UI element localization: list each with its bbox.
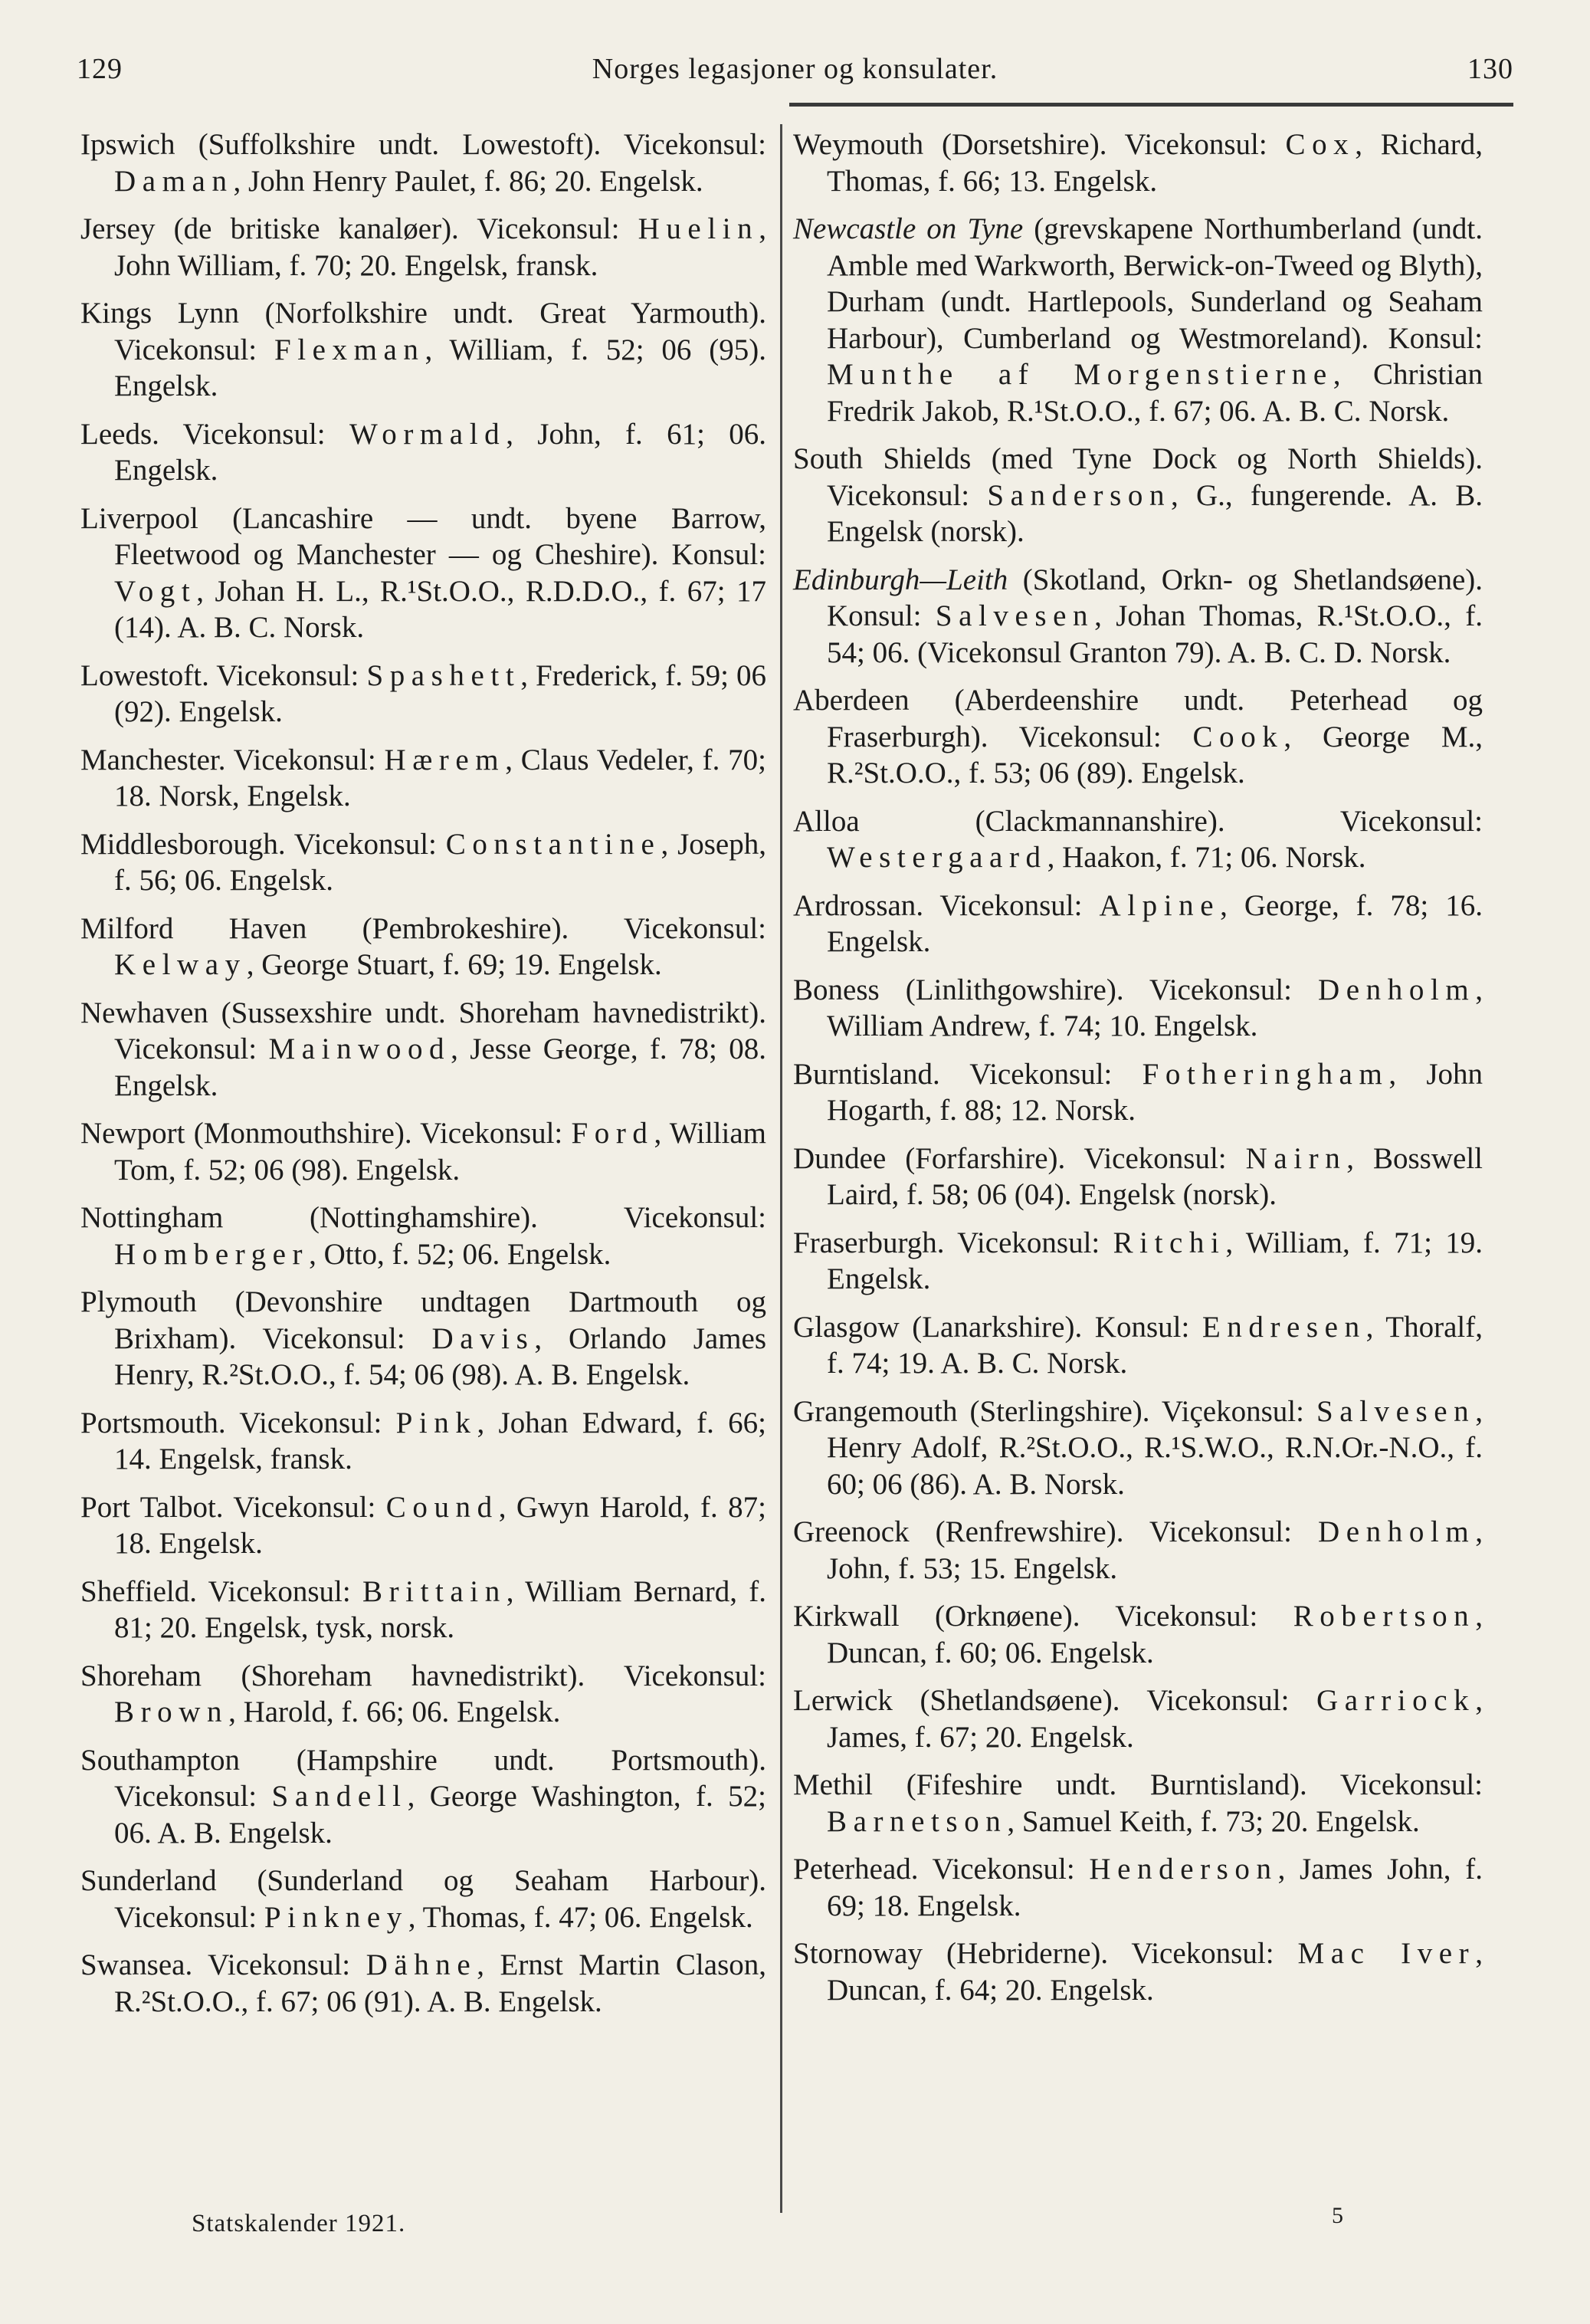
entry-details: , Henry Adolf, R.²St.O.O., R.¹S.W.O., R.N.Or.-N.O., f. 60; 06 (86). A. B. Norsk. bbox=[827, 1394, 1483, 1501]
consul-name: Sandell bbox=[271, 1780, 408, 1813]
header-rule bbox=[789, 103, 1513, 107]
consul-name: Brittain bbox=[362, 1574, 507, 1608]
entry-text: . Vicekonsul: bbox=[218, 743, 385, 776]
consulate-entry bbox=[793, 126, 1483, 199]
consul-name: Huelin bbox=[638, 212, 759, 245]
consul-name: Kelway bbox=[114, 948, 247, 981]
consul-name: Constantine bbox=[445, 827, 661, 861]
entry-details: , Jesse George, f. 78; 08. Engelsk. bbox=[114, 1032, 766, 1102]
entry-text: (Forfarshire). Vicekonsul: bbox=[886, 1141, 1246, 1175]
consulate-entry bbox=[793, 1682, 1483, 1755]
entry-place: Middlesborough bbox=[80, 827, 278, 861]
consulate-entry bbox=[793, 1309, 1483, 1382]
entry-place: Sunderland bbox=[80, 1864, 217, 1897]
consul-name: Sanderson bbox=[987, 478, 1172, 512]
entry-place: Lerwick bbox=[793, 1684, 893, 1717]
consul-name: Dähne bbox=[366, 1948, 477, 1981]
entry-text: . Vicekonsul: bbox=[936, 1226, 1113, 1259]
entry-details: , George Stuart, f. 69; 19. Engelsk. bbox=[246, 948, 662, 981]
consulate-entry bbox=[80, 1200, 766, 1272]
entry-place: Milford Haven bbox=[80, 911, 307, 945]
consulate-entry bbox=[793, 1514, 1483, 1587]
consulate-entry bbox=[80, 742, 766, 815]
entry-details: , William, f. 71; 19. Engelsk. bbox=[827, 1226, 1483, 1295]
entry-text: . Vicekonsul: bbox=[933, 1057, 1143, 1091]
entry-text: (Hebriderne). Vicekonsul: bbox=[923, 1937, 1298, 1970]
entry-place: Plymouth bbox=[80, 1285, 197, 1318]
entry-details: , Gwyn Harold, f. 87; 18. Engelsk. bbox=[114, 1490, 767, 1560]
consul-name: Homberger bbox=[114, 1237, 310, 1271]
entry-place: South Shields bbox=[793, 442, 972, 475]
entry-text: (Sterlingshire). Viçekonsul: bbox=[957, 1394, 1316, 1428]
consulate-entry bbox=[80, 1658, 766, 1731]
consul-name: Spashett bbox=[366, 658, 521, 692]
entry-text: (Linlithgowshire). Vicekonsul: bbox=[879, 973, 1319, 1006]
consul-name: Ritchi bbox=[1113, 1226, 1226, 1259]
consul-name: Davis bbox=[431, 1321, 535, 1355]
consulate-entry bbox=[793, 211, 1483, 429]
entry-place: Aberdeen bbox=[793, 684, 910, 717]
entry-text: (Shoreham havnedistrikt). Vicekonsul: bbox=[202, 1659, 766, 1692]
consul-name: Robertson bbox=[1293, 1600, 1476, 1633]
entry-details: , Claus Vedeler, f. 70; 18. Norsk, Engelsk. bbox=[114, 743, 766, 812]
entry-place: Glasgow bbox=[793, 1310, 900, 1344]
entry-details: , Thoralf, f. 74; 19. A. B. C. Norsk. bbox=[827, 1310, 1483, 1380]
entry-text: (de britiske kanaløer). Vicekonsul: bbox=[155, 212, 638, 245]
entry-details: , James, f. 67; 20. Engelsk. bbox=[827, 1684, 1483, 1754]
entry-text: . Vicekonsul: bbox=[910, 1853, 1090, 1886]
entry-text: (Hampshire undt. Portsmouth). Vicekonsul: bbox=[114, 1743, 766, 1813]
consulate-entry bbox=[80, 1284, 766, 1393]
entry-place: Burntisland bbox=[793, 1057, 933, 1091]
column-divider bbox=[780, 124, 782, 2213]
consulate-entry bbox=[793, 803, 1483, 876]
consulate-entry bbox=[80, 1115, 766, 1188]
consul-name: Ford bbox=[571, 1117, 654, 1150]
entry-text: . Vicekonsul: bbox=[189, 1574, 362, 1608]
entry-place: Dundee bbox=[793, 1141, 887, 1175]
entry-place: Port Talbot bbox=[80, 1490, 216, 1524]
entry-text: . Vicekonsul: bbox=[185, 1948, 366, 1981]
entry-place: Liverpool bbox=[80, 501, 198, 535]
entry-details: , George, f. 78; 16. Engelsk. bbox=[827, 888, 1483, 958]
consulate-entry bbox=[80, 1574, 766, 1646]
entry-details: , Christian Fredrik Jakob, R.¹St.O.O., f. 67; 06. A. B. C. Norsk. bbox=[827, 358, 1483, 428]
consul-name: Pinkney bbox=[264, 1900, 408, 1934]
consulate-entry bbox=[80, 658, 766, 730]
page-header bbox=[77, 48, 1513, 94]
entry-details: , Orlando James Henry, R.²St.O.O., f. 54; 06 (98). A. B. Engelsk. bbox=[114, 1321, 767, 1391]
consul-name: Endresen bbox=[1202, 1310, 1366, 1344]
consul-name: Nairn bbox=[1245, 1141, 1347, 1175]
entry-place: Nottingham bbox=[80, 1201, 224, 1234]
consul-name: Fotheringham bbox=[1142, 1057, 1389, 1091]
entry-text: (grevskapene Northumberland (undt. Amble med Warkworth, Berwick-on-Tweed og Blyth), Durham (undt. Hartlepools, Sunderland og Seaham Harbour), Cumberland og Westmoreland). Konsul: bbox=[827, 212, 1483, 355]
consul-name: Denholm bbox=[1318, 973, 1476, 1006]
consul-name: Salvesen bbox=[1316, 1394, 1476, 1428]
entry-text: (Fifeshire undt. Burntisland). Vicekonsul: bbox=[873, 1768, 1483, 1801]
entry-place: Newport bbox=[80, 1117, 185, 1150]
consulate-entry bbox=[80, 1742, 766, 1852]
consulate-entry bbox=[80, 995, 766, 1105]
page-number-left: 129 bbox=[77, 53, 123, 85]
entry-details: , William Andrew, f. 74; 10. Engelsk. bbox=[827, 973, 1483, 1042]
consulate-entry bbox=[793, 562, 1483, 671]
entry-text: . Vicekonsul: bbox=[277, 827, 446, 861]
entry-details: , Richard, Thomas, f. 66; 13. Engelsk. bbox=[827, 128, 1483, 198]
entry-details: , Samuel Keith, f. 73; 20. Engelsk. bbox=[1007, 1804, 1420, 1838]
entry-text: (Lancashire — undt. byene Barrow, Fleetwood og Manchester — og Cheshire). Konsul: bbox=[114, 501, 766, 571]
consul-name: Pink bbox=[395, 1406, 477, 1439]
consulate-entry bbox=[793, 972, 1483, 1045]
entry-place: Newhaven bbox=[80, 996, 208, 1029]
consulate-entry bbox=[80, 826, 766, 899]
entry-text: . Vicekonsul: bbox=[218, 1406, 396, 1439]
entry-place: Shoreham bbox=[80, 1659, 202, 1692]
consulate-entry bbox=[80, 1947, 766, 2020]
entry-place: Ipswich bbox=[80, 128, 175, 161]
entry-details: , John Hogarth, f. 88; 12. Norsk. bbox=[827, 1057, 1483, 1127]
entry-details: , Bosswell Laird, f. 58; 06 (04). Engelsk (norsk). bbox=[827, 1141, 1483, 1211]
entry-details: , Otto, f. 52; 06. Engelsk. bbox=[309, 1237, 611, 1271]
consul-name: Flexman bbox=[274, 333, 425, 366]
consul-name: Mainwood bbox=[268, 1032, 451, 1065]
consulate-entry bbox=[80, 911, 766, 983]
consulate-entry bbox=[793, 1935, 1483, 2008]
entry-text: (Aberdeenshire undt. Peterhead og Fraserburgh). Vicekonsul: bbox=[827, 684, 1483, 753]
consul-name: Cound bbox=[385, 1490, 499, 1524]
entry-place: Weymouth bbox=[793, 128, 924, 161]
entry-details: , Frederick, f. 59; 06 (92). Engelsk. bbox=[114, 658, 766, 728]
entry-text: (Monmouthshire). Vicekonsul: bbox=[185, 1117, 572, 1150]
entry-place: Boness bbox=[793, 973, 880, 1006]
entry-details: , Johan Thomas, R.¹St.O.O., f. 54; 06. (Vicekonsul Granton 79). A. B. C. D. Norsk. bbox=[827, 599, 1483, 669]
entry-place: Southampton bbox=[80, 1743, 241, 1777]
entry-place: Sheffield bbox=[80, 1574, 190, 1608]
entry-text: . Vicekonsul: bbox=[916, 888, 1100, 922]
entry-place: Kirkwall bbox=[793, 1600, 900, 1633]
footer-source: Statskalender 1921. bbox=[192, 2210, 406, 2237]
entry-details: , Thomas, f. 47; 06. Engelsk. bbox=[408, 1900, 753, 1934]
entry-text: (Norfolkshire undt. Great Yarmouth). Vicekonsul: bbox=[114, 297, 766, 366]
consulate-entry bbox=[793, 1851, 1483, 1924]
entry-details: , John William, f. 70; 20. Engelsk, fransk. bbox=[114, 212, 766, 282]
entry-text: (Lanarkshire). Konsul: bbox=[899, 1310, 1202, 1344]
footer-signature-mark: 5 bbox=[1332, 2203, 1343, 2228]
entry-text: . Vicekonsul: bbox=[215, 1490, 386, 1524]
entry-details: , John, f. 61; 06. Engelsk. bbox=[114, 417, 767, 487]
page-number-right: 130 bbox=[1467, 53, 1513, 85]
consul-name: Denholm bbox=[1318, 1515, 1476, 1548]
consulate-entry bbox=[80, 416, 766, 489]
consulate-entry bbox=[793, 1767, 1483, 1840]
right-column bbox=[793, 126, 1483, 2020]
consul-name: Barnetson bbox=[827, 1804, 1008, 1838]
entry-place: Newcastle on Tyne bbox=[793, 212, 1024, 245]
consulate-entry bbox=[793, 1225, 1483, 1298]
consulate-entry bbox=[793, 1056, 1483, 1129]
entry-place: Swansea bbox=[80, 1948, 185, 1981]
entry-place: Leeds bbox=[80, 417, 152, 451]
running-title: Norges legasjoner og konsulater. bbox=[592, 53, 998, 85]
consul-name: Daman bbox=[114, 164, 234, 198]
entry-text: (Devonshire undtagen Dartmouth og Brixham). Vicekonsul: bbox=[114, 1285, 766, 1355]
entry-details: , William, f. 52; 06 (95). Engelsk. bbox=[114, 333, 766, 402]
entry-text: (Orknøene). Vicekonsul: bbox=[899, 1600, 1293, 1633]
consulate-entry bbox=[793, 1141, 1483, 1213]
consulate-entry bbox=[80, 211, 766, 284]
entry-text: (Shetlandsøene). Vicekonsul: bbox=[892, 1684, 1316, 1717]
entry-text: (Sussexshire undt. Shoreham havnedistrikt). Vicekonsul: bbox=[114, 996, 766, 1065]
entry-text: (Skotland, Orkn- og Shetlandsøene). Konsul: bbox=[827, 563, 1483, 632]
entry-details: , Duncan, f. 64; 20. Engelsk. bbox=[827, 1937, 1483, 2007]
entry-place: Greenock bbox=[793, 1515, 910, 1548]
entry-details: , Harold, f. 66; 06. Engelsk. bbox=[228, 1695, 561, 1728]
consul-name: Cook bbox=[1192, 720, 1284, 753]
entry-details: , James John, f. 69; 18. Engelsk. bbox=[827, 1853, 1483, 1922]
entry-place: Methil bbox=[793, 1768, 873, 1801]
consul-name: Wormald bbox=[349, 417, 507, 451]
entry-details: , William Tom, f. 52; 06 (98). Engelsk. bbox=[114, 1117, 766, 1187]
consul-name: Salvesen bbox=[935, 599, 1095, 632]
entry-place: Fraserburgh bbox=[793, 1226, 937, 1259]
entry-text: (Pembrokeshire). Vicekonsul: bbox=[307, 911, 766, 945]
consulate-entry bbox=[793, 441, 1483, 550]
entry-text: . Vicekonsul: bbox=[202, 658, 367, 692]
entry-text: (Sunderland og Seaham Harbour). Vicekonsul: bbox=[114, 1864, 766, 1934]
entry-text: (Suffolkshire undt. Lowestoft). Vicekonsul: bbox=[175, 128, 766, 161]
entry-place: Alloa bbox=[793, 804, 860, 838]
consul-name: Alpine bbox=[1099, 888, 1221, 922]
entry-details: , G., fungerende. A. B. Engelsk (norsk). bbox=[827, 478, 1483, 548]
entry-place: Portsmouth bbox=[80, 1406, 218, 1439]
entry-details: , William Bernard, f. 81; 20. Engelsk, tysk, norsk. bbox=[114, 1574, 766, 1644]
entry-details: , George M., R.²St.O.O., f. 53; 06 (89). Engelsk. bbox=[827, 720, 1483, 789]
entry-details: , Ernst Martin Clason, R.²St.O.O., f. 67; 06 (91). A. B. Engelsk. bbox=[114, 1948, 767, 2018]
consulate-entry bbox=[80, 1863, 766, 1935]
consul-name: Westergaard bbox=[827, 841, 1047, 874]
consul-name: Mac Iver bbox=[1297, 1937, 1476, 1970]
entry-place: Ardrossan bbox=[793, 888, 916, 922]
entry-place: Jersey bbox=[80, 212, 156, 245]
entry-details: , John, f. 53; 15. Engelsk. bbox=[827, 1515, 1483, 1585]
entry-text: (Dorsetshire). Vicekonsul: bbox=[923, 128, 1286, 161]
entry-details: , John Henry Paulet, f. 86; 20. Engelsk. bbox=[233, 164, 703, 198]
entry-text: (med Tyne Dock og North Shields). Vicekonsul: bbox=[827, 442, 1483, 512]
consulate-entry bbox=[80, 1405, 766, 1478]
entry-place: Lowestoft bbox=[80, 658, 202, 692]
entry-details: , Duncan, f. 60; 06. Engelsk. bbox=[827, 1600, 1483, 1669]
entry-text: . Vicekonsul: bbox=[152, 417, 349, 451]
consul-name: Cox bbox=[1285, 128, 1356, 161]
entry-text: (Nottinghamshire). Vicekonsul: bbox=[223, 1201, 766, 1234]
consul-name: Hærem bbox=[384, 743, 506, 776]
entry-place: Peterhead bbox=[793, 1853, 911, 1886]
entry-text: (Renfrewshire). Vicekonsul: bbox=[909, 1515, 1319, 1548]
entry-details: , Johan H. L., R.¹St.O.O., R.D.D.O., f. 67; 17 (14). A. B. C. Norsk. bbox=[114, 574, 766, 644]
consulate-entry bbox=[80, 295, 766, 405]
entry-place: Stornoway bbox=[793, 1937, 923, 1970]
entry-place: Kings Lynn bbox=[80, 297, 239, 330]
entry-details: , Johan Edward, f. 66; 14. Engelsk, fransk. bbox=[114, 1406, 766, 1475]
consulate-entry bbox=[793, 1598, 1483, 1671]
entry-text: (Clackmannanshire). Vicekonsul: bbox=[859, 804, 1483, 838]
entry-details: , George Washington, f. 52; 06. A. B. Engelsk. bbox=[114, 1780, 766, 1850]
entry-place: Manchester bbox=[80, 743, 218, 776]
consulate-entry bbox=[793, 888, 1483, 960]
consulate-entry bbox=[80, 1489, 766, 1562]
entry-place: Edinburgh—Leith bbox=[793, 563, 1008, 596]
entry-details: , Haakon, f. 71; 06. Norsk. bbox=[1047, 841, 1366, 874]
entry-details: , Joseph, f. 56; 06. Engelsk. bbox=[114, 827, 766, 897]
consul-name: Garriock bbox=[1316, 1684, 1476, 1717]
consulate-entry bbox=[80, 501, 766, 646]
consul-name: Henderson bbox=[1089, 1853, 1278, 1886]
consulate-entry bbox=[80, 126, 766, 199]
consul-name: Munthe af Morgenstierne bbox=[827, 358, 1333, 391]
consul-name: Vogt bbox=[114, 574, 197, 608]
consulate-entry bbox=[793, 1393, 1483, 1503]
entry-place: Grangemouth bbox=[793, 1394, 958, 1428]
left-column bbox=[80, 126, 766, 2031]
consulate-entry bbox=[793, 682, 1483, 792]
consul-name: Brown bbox=[114, 1695, 229, 1728]
